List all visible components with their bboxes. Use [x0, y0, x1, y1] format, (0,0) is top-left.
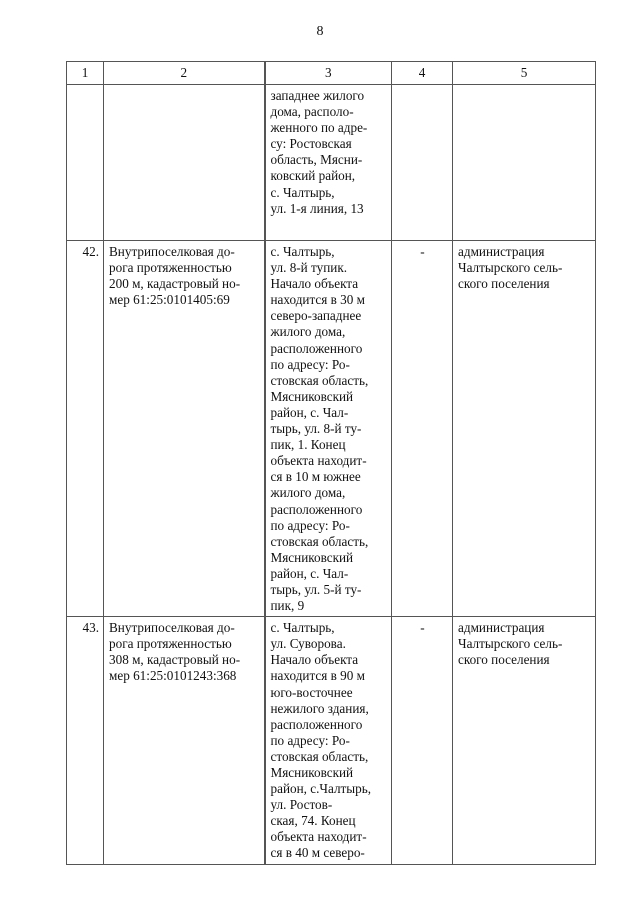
row-number: 43. [67, 617, 104, 865]
table-row [67, 617, 596, 865]
table-header-row [67, 62, 596, 85]
col4-value: - [392, 241, 453, 617]
row-number: 42. [67, 241, 104, 617]
object-name: Внутрипоселковая до- рога протяженностью 200 м, кадастровый но- мер 61:25:0101405:69 [104, 241, 265, 617]
row-number [67, 85, 104, 241]
object-owner: администрация Чалтырского сель- ского поселения [453, 617, 596, 865]
header-col-1: 1 [67, 62, 104, 85]
object-location: западнее жилого дома, располо- женного по адре- су: Ростовская область, Мясни- ковский район, с. Чалтырь, ул. 1-я линия, 13 [265, 85, 392, 241]
header-col-3: 3 [265, 62, 392, 85]
object-owner: администрация Чалтырского сель- ского поселения [453, 241, 596, 617]
object-owner [453, 85, 596, 241]
object-name: Внутрипоселковая до- рога протяженностью 308 м, кадастровый но- мер 61:25:0101243:368 [104, 617, 265, 865]
header-col-4: 4 [392, 62, 453, 85]
col4-value: - [392, 617, 453, 865]
table-row [67, 241, 596, 617]
header-col-2: 2 [104, 62, 265, 85]
object-location: с. Чалтырь, ул. 8-й тупик. Начало объекта находится в 30 м северо-западнее жилого дома, расположенного по адресу: Ро- стовская область, Мясниковский район, с. Чал- тырь, ул. 8-й ту- пик, 1. Конец объекта находит- ся в 10 м южнее жилого дома, расположенного по адресу: Ро- стовская область, Мясниковский район, с. Чал- тырь, ул. 5-й ту- пик, 9 [265, 241, 392, 617]
object-location: с. Чалтырь, ул. Суворова. Начало объекта находится в 90 м юго-восточнее нежилого здания, расположенного по адресу: Ро- стовская область, Мясниковский район, с.Чалтырь, ул. Ростов- ская, 74. Конец объекта находит- ся в 40 м северо- [265, 617, 392, 865]
header-col-5: 5 [453, 62, 596, 85]
table-row [67, 85, 596, 241]
page-number: 8 [316, 24, 324, 39]
objects-table [66, 61, 596, 865]
col4-value [392, 85, 453, 241]
object-name [104, 85, 265, 241]
